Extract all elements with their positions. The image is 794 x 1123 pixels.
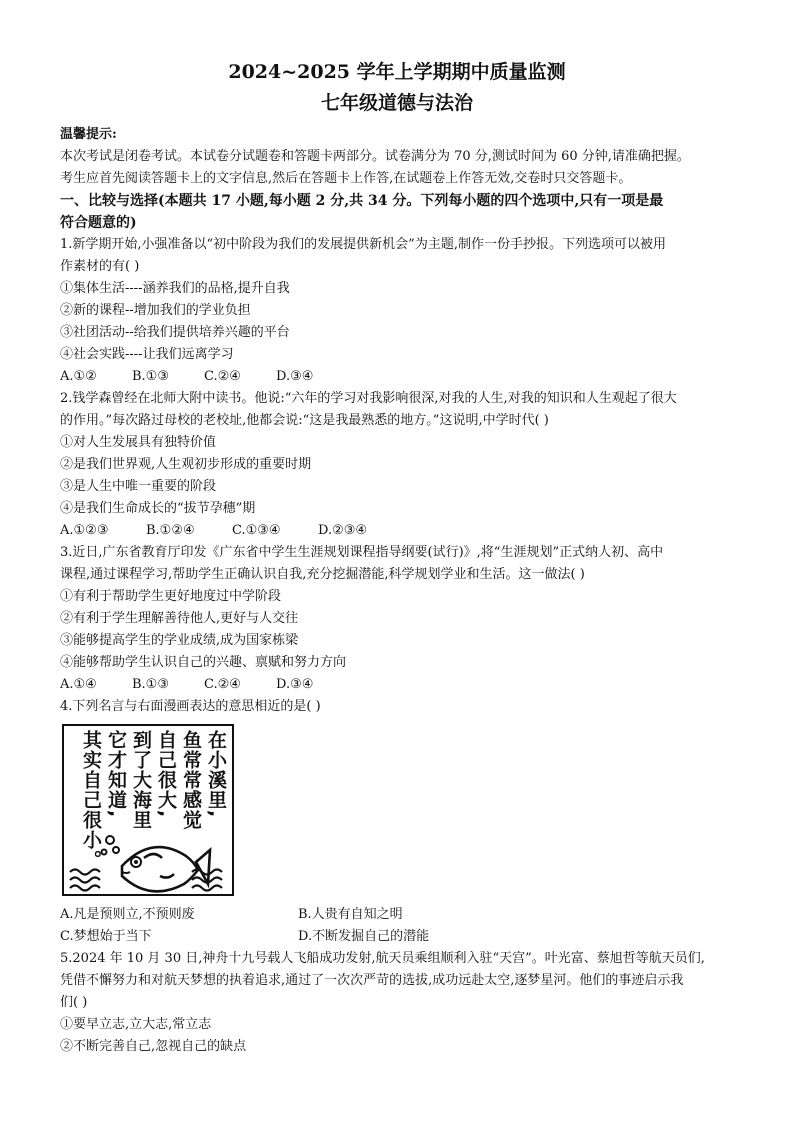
answer-options-row-1 bbox=[60, 904, 734, 926]
option-a: A.①④ bbox=[60, 677, 97, 692]
option-d: D.③④ bbox=[276, 369, 314, 384]
question-stem: 3.近日,广东省教育厅印发《广东省中学生生涯规划课程指导纲要(试行)》,将“生涯规划”正式纳人初、高中 bbox=[60, 545, 664, 560]
option-c: C.①③④ bbox=[232, 523, 281, 538]
question-stem: 作素材的有( ) bbox=[60, 259, 140, 274]
option-b: B.①②④ bbox=[146, 523, 195, 538]
comic-column: 其实自己很小。 bbox=[80, 730, 102, 870]
exam-title: 2024~2025 学年上学期期中质量监测 bbox=[228, 61, 566, 83]
comic-column: 在小溪里, bbox=[205, 730, 227, 819]
comic-caption bbox=[80, 730, 226, 870]
question-4 bbox=[60, 696, 734, 948]
section-heading-1: 一、比较与选择(本题共 17 小题,每小题 2 分,共 34 分。下列每小题的四个选项中,只有一项是最 bbox=[60, 193, 664, 209]
notice-line-2: 考生应首先阅读答题卡上的文字信息,然后在答题卡上作答,在试题卷上作答无效,交卷时只交答题卡。 bbox=[60, 171, 632, 186]
question-2 bbox=[60, 388, 734, 542]
statement-item: ①集体生活----涵养我们的品格,提升自我 bbox=[60, 281, 290, 296]
question-stem: 4.下列名言与右面漫画表达的意思相近的是( ) bbox=[60, 699, 321, 714]
statement-item: ②不断完善自己,忽视自己的缺点 bbox=[60, 1039, 247, 1054]
statement-item: ③社团活动--给我们提供培养兴趣的平台 bbox=[60, 325, 290, 340]
answer-options bbox=[60, 366, 734, 388]
statement-item: ①对人生发展具有独特价值 bbox=[60, 435, 217, 450]
fish-comic bbox=[62, 724, 234, 896]
option-a: A.①② bbox=[60, 369, 97, 384]
answer-options bbox=[60, 520, 734, 542]
statement-item: ①要早立志,立大志,常立志 bbox=[60, 1017, 212, 1032]
statement-item: ④是我们生命成长的“拔节孕穗”期 bbox=[60, 501, 256, 516]
notice-label: 温馨提示: bbox=[60, 127, 117, 142]
comic-column: 到了大海里 bbox=[130, 730, 152, 830]
statement-item: ②是我们世界观,人生观初步形成的重要时期 bbox=[60, 457, 312, 472]
comic-column: 自己很大, bbox=[155, 730, 177, 819]
option-a: A.凡是预则立,不预则废 bbox=[60, 907, 195, 922]
option-a: A.①②③ bbox=[60, 523, 109, 538]
question-stem: 2.钱学森曾经在北师大附中读书。他说:“六年的学习对我影响很深,对我的人生,对我的知识和人生观起了很大 bbox=[60, 391, 677, 406]
statement-item: ②新的课程--增加我们的学业负担 bbox=[60, 303, 251, 318]
option-c: C.梦想始于当下 bbox=[60, 929, 152, 944]
section-heading-2: 符合题意的) bbox=[60, 215, 137, 231]
comic-column: 它才知道, bbox=[105, 730, 127, 819]
option-d: D.②③④ bbox=[318, 523, 368, 538]
statement-item: ③是人生中唯一重要的阶段 bbox=[60, 479, 217, 494]
question-3 bbox=[60, 542, 734, 696]
question-stem: 凭借不懈努力和对航天梦想的执着追求,通过了一次次严苛的选拔,成功远赴太空,逐梦星河。他们的事迹启示我 bbox=[60, 973, 684, 988]
option-c: C.②④ bbox=[204, 369, 241, 384]
statement-item: ④社会实践----让我们远离学习 bbox=[60, 347, 234, 362]
question-stem: 课程,通过课程学习,帮助学生正确认识自我,充分挖掘潜能,科学规划学业和生活。这一做法( ) bbox=[60, 567, 585, 582]
statement-item: ①有利于帮助学生更好地度过中学阶段 bbox=[60, 589, 282, 604]
question-1 bbox=[60, 234, 734, 388]
statement-item: ③能够提高学生的学业成绩,成为国家栋梁 bbox=[60, 633, 299, 648]
notice-line-1: 本次考试是闭卷考试。本试卷分试题卷和答题卡两部分。试卷满分为 70 分,测试时间为 60 分钟,请准确把握。 bbox=[60, 149, 690, 164]
answer-options bbox=[60, 674, 734, 696]
statement-item: ④能够帮助学生认识自己的兴趣、禀赋和努力方向 bbox=[60, 655, 347, 670]
question-stem: 1.新学期开始,小强准备以“初中阶段为我们的发展提供新机会”为主题,制作一份手抄报。下列选项可以被用 bbox=[60, 237, 666, 252]
option-c: C.②④ bbox=[204, 677, 241, 692]
statement-item: ②有利于学生理解善待他人,更好与人交往 bbox=[60, 611, 299, 626]
option-b: B.①③ bbox=[132, 677, 169, 692]
question-5 bbox=[60, 948, 734, 1058]
comic-column: 鱼常常感觉 bbox=[180, 730, 202, 830]
exam-subject: 七年级道德与法治 bbox=[320, 92, 473, 114]
question-stem: 们( ) bbox=[60, 995, 88, 1010]
question-stem: 的作用。”每次路过母校的老校址,他都会说:“这是我最熟悉的地方。”这说明,中学时代( ) bbox=[60, 413, 549, 428]
question-stem: 5.2024 年 10 月 30 日,神舟十九号载人飞船成功发射,航天员乘组顺利入驻“天宫”。叶光富、蔡旭哲等航天员们, bbox=[60, 951, 705, 966]
option-d: D.③④ bbox=[276, 677, 314, 692]
option-b: B.人贵有自知之明 bbox=[298, 907, 403, 922]
option-d: D.不断发掘自己的潜能 bbox=[298, 929, 430, 944]
answer-options-row-2 bbox=[60, 926, 734, 948]
option-b: B.①③ bbox=[132, 369, 169, 384]
